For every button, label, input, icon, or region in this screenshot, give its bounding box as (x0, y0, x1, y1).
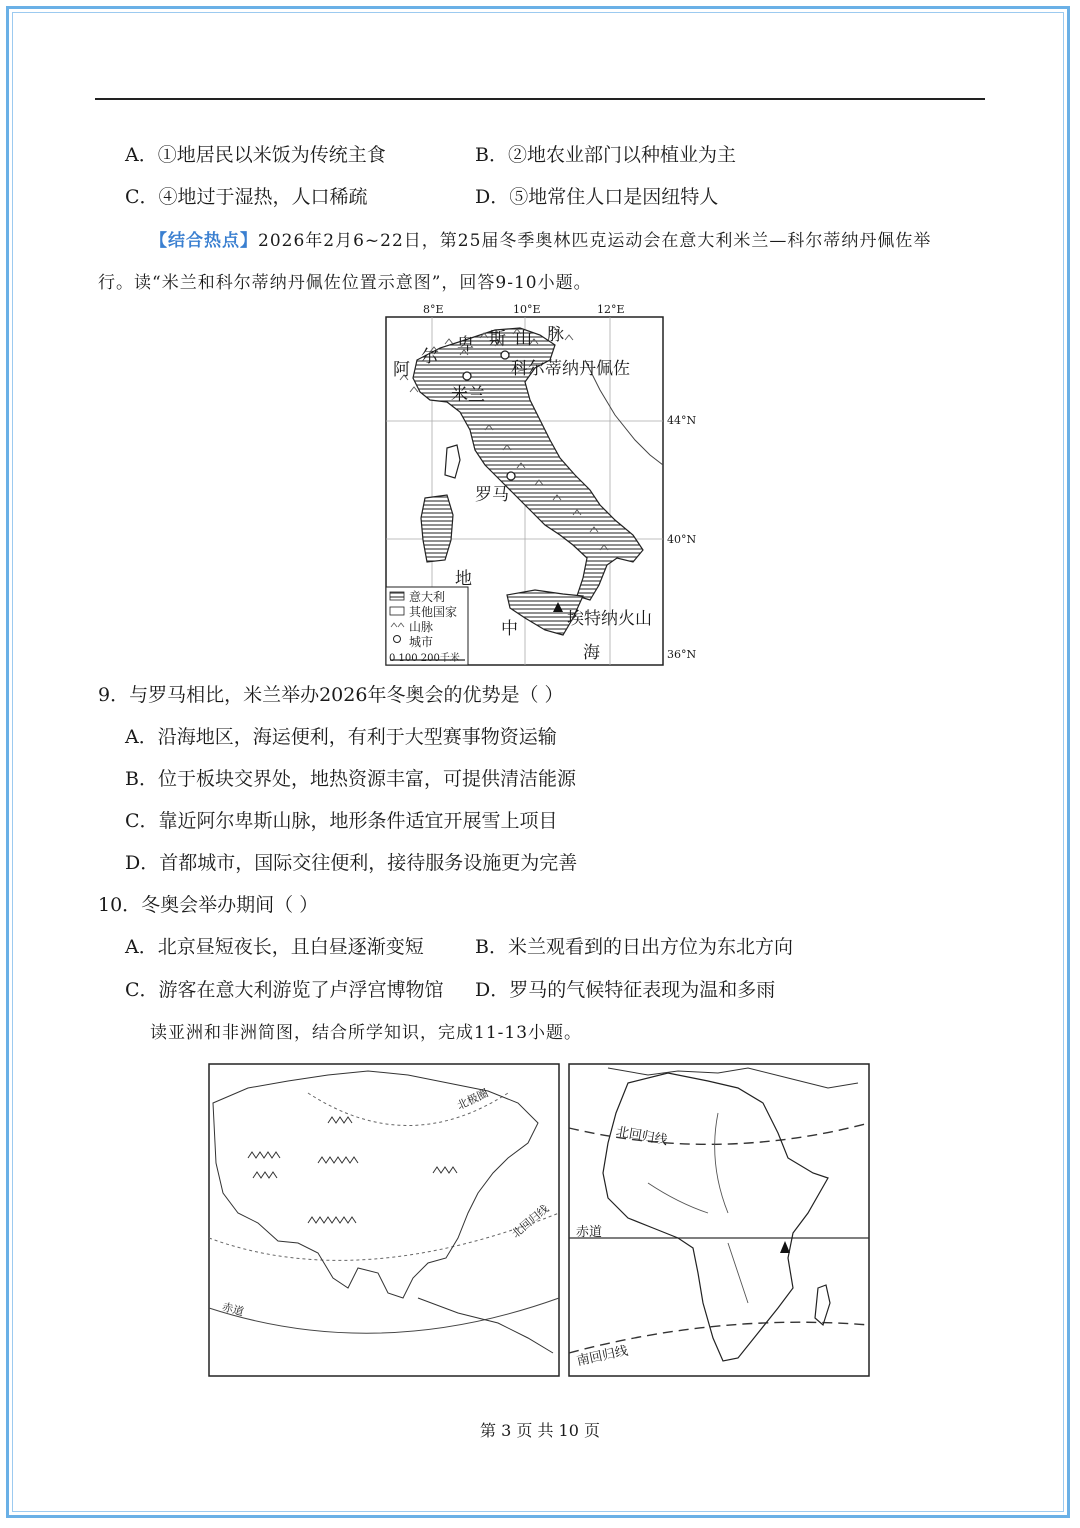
hotspot-line-1 (150, 226, 931, 251)
label-shan: 山 (515, 329, 532, 349)
label-a: 阿 (393, 360, 410, 380)
label-di: 地 (455, 569, 472, 589)
label-zhong: 中 (501, 619, 518, 639)
lon-10: 10°E (513, 303, 541, 316)
africa-equator-label: 赤道 (576, 1225, 603, 1240)
asia-tropic-label: 北回归线 (509, 1202, 552, 1241)
hotspot-line-2: 行。读“米兰和科尔蒂纳丹佩佐位置示意图”，回答9-10小题。 (98, 273, 592, 293)
page-footer: 第 3 页 共 10 页 (480, 1421, 600, 1440)
milan-dot (463, 372, 471, 380)
africa-map-svg (568, 1063, 871, 1378)
lon-8: 8°E (423, 303, 444, 316)
legend-italy: 意大利 (409, 590, 446, 604)
label-milan: 米兰 (451, 385, 485, 405)
label-er: 尔 (421, 347, 438, 367)
label-bei: 卑 (457, 335, 474, 355)
option-b-prev: B．②地农业部门以种植业为主 (475, 144, 736, 166)
hotspot-tag: 【结合热点】 (150, 231, 258, 251)
q9-option-c: C．靠近阿尔卑斯山脉，地形条件适宜开展雪上项目 (125, 810, 558, 832)
legend-other: 其他国家 (409, 605, 458, 619)
africa-tropic-s-label: 南回归线 (575, 1343, 630, 1370)
italy-map (385, 300, 697, 668)
q10-option-d: D．罗马的气候特征表现为温和多雨 (475, 979, 776, 1001)
q9-stem: 9．与罗马相比，米兰举办2026年冬奥会的优势是（ ） (98, 684, 564, 706)
cortina-dot (501, 351, 509, 359)
label-rome: 罗马 (475, 485, 509, 505)
label-si: 斯 (489, 329, 506, 349)
q10-stem: 10．冬奥会举办期间（ ） (98, 894, 319, 916)
legend-scale: 0 100 200千米 (389, 653, 460, 664)
legend-city: 城市 (409, 635, 434, 649)
q10-option-a: A．北京昼短夜长，且白昼逐渐变短 (125, 936, 424, 958)
lat-40: 40°N (667, 533, 697, 546)
asia-map-svg (208, 1063, 561, 1378)
option-a-prev: A．①地居民以米饭为传统主食 (125, 144, 386, 166)
q10-option-b: B．米兰观看到的日出方位为东北方向 (475, 936, 793, 958)
label-etna: 埃特纳火山 (567, 609, 652, 629)
option-d-prev: D．⑤地常住人口是因纽特人 (475, 186, 719, 208)
q9-option-b: B．位于板块交界处，地热资源丰富，可提供清洁能源 (125, 768, 576, 790)
legend-mountain: 山脉 (409, 620, 434, 634)
label-cortina: 科尔蒂纳丹佩佐 (511, 359, 630, 379)
asia-equator-label: 赤道 (220, 1300, 246, 1319)
option-c-prev: C．④地过于湿热，人口稀疏 (125, 186, 368, 208)
q10-option-c: C．游客在意大利游览了卢浮宫博物馆 (125, 979, 444, 1001)
asia-arctic-label: 北极圈 (455, 1086, 491, 1113)
africa-tropic-n-label: 北回归线 (614, 1124, 669, 1149)
rome-dot (507, 472, 515, 480)
lon-12: 12°E (597, 303, 625, 316)
africa-map (568, 1063, 871, 1378)
asia-map (208, 1063, 561, 1378)
lat-44: 44°N (667, 414, 697, 427)
header-rule (95, 98, 985, 100)
intro-11-13: 读亚洲和非洲简图，结合所学知识，完成11-13小题。 (150, 1023, 583, 1043)
q9-option-d: D．首都城市，国际交往便利，接待服务设施更为完善 (125, 852, 578, 874)
label-mai: 脉 (547, 325, 564, 345)
q9-option-a: A．沿海地区，海运便利，有利于大型赛事物资运输 (125, 726, 557, 748)
lat-36: 36°N (667, 648, 697, 661)
label-hai: 海 (583, 643, 600, 663)
hotspot-text-1: 2026年2月6~22日，第25届冬季奥林匹克运动会在意大利米兰—科尔蒂纳丹佩佐举 (258, 231, 932, 251)
